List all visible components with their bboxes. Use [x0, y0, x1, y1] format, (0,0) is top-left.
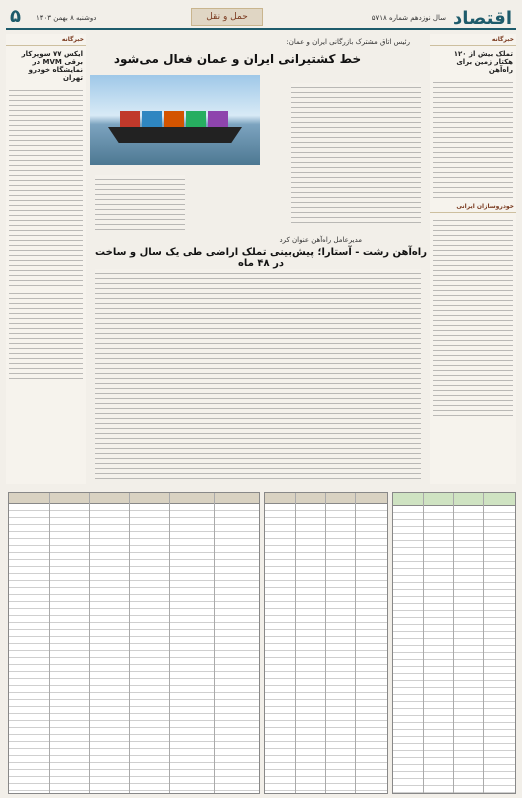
masthead	[6, 6, 516, 30]
page-number: ۵	[10, 6, 21, 27]
newspaper-logo: اقتصاد	[452, 8, 512, 29]
lead-article-body	[291, 83, 421, 223]
lead-kicker: رئیس اتاق مشترک بازرگانی ایران و عمان:	[286, 38, 410, 46]
left-column-label: خبرگانه	[6, 34, 86, 46]
lead-headline: خط کشتیرانی ایران و عمان فعال می‌شود	[113, 52, 362, 66]
table-right	[392, 492, 516, 794]
lead-article-body-2	[95, 175, 185, 230]
table-middle	[264, 492, 388, 794]
left-column-body	[9, 86, 83, 286]
left-column-headline: ایکس ۷۷ سوپرکار برقی MVM در نمایشگاه خودرو تهران	[21, 50, 83, 82]
issue-line: سال نوزدهم شماره ۵۷۱۸	[371, 14, 446, 22]
right-column-label-2: خودروسازان ایرانی	[430, 201, 516, 213]
issue-date: دوشنبه ۸ بهمن ۱۴۰۳	[36, 14, 97, 22]
section-title: حمل و نقل	[191, 8, 263, 26]
right-column-body	[433, 78, 513, 198]
left-column-body-2	[9, 289, 83, 379]
right-column-label: خبرگانه	[430, 34, 516, 46]
right-column-body-2	[433, 216, 513, 416]
second-article-body	[95, 269, 421, 479]
right-column	[430, 34, 516, 484]
second-headline: راه‌آهن رشت - آستارا؛ پیش‌بینی تملک اراضی طی یک سال و ساخت در ۴۸ ماه	[95, 247, 427, 269]
left-column	[6, 34, 86, 484]
cargo-ship-photo	[90, 75, 260, 165]
second-kicker: مدیرعامل راه‌آهن عنوان کرد	[279, 236, 362, 244]
right-column-headline: تملک بیش از ۱۲۰ هکتار زمین برای راه‌آهن	[453, 50, 513, 74]
table-left	[8, 492, 260, 794]
